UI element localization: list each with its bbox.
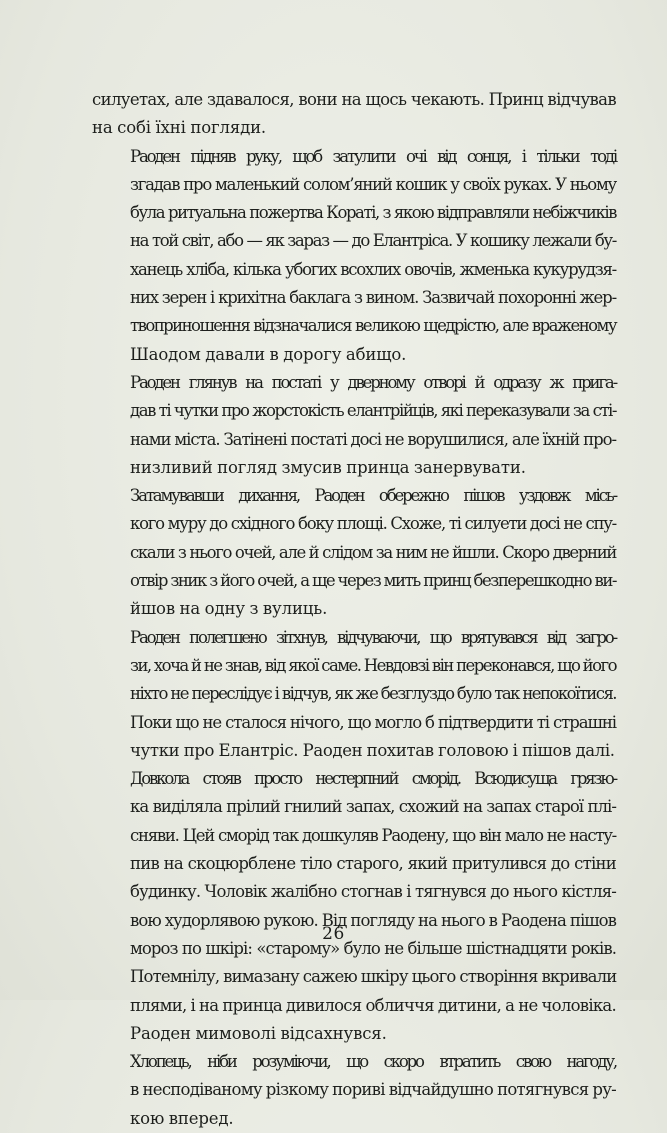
text-line: плями, і на принца дивилося обличчя дитини, а не чоловіка. [130,995,616,1015]
text-line: нами міста. Затінені постаті досі не ворушилися, але їхній про- [130,429,616,449]
text-line: Раоден мимоволі відсахнувся. [130,1023,387,1043]
text-line: ка виділяла прілий гнилий запах, схожий на запах старої плі- [130,797,616,817]
text-line: йшов на одну з вулиць. [130,599,328,619]
text-line: Поки що не сталося нічого, що могло б підтвердити ті страшні [130,712,616,732]
text-line: Раоден полегшено зітхнув, відчуваючи, що врятувався від загро- [130,627,616,647]
text-line: кого муру до східного боку площі. Схоже, ті силуети досі не спу- [130,514,616,534]
text-line: Затамувавши дихання, Раоден обережно пішов уздовж місь- [130,486,616,506]
text-line: будинку. Чоловік жалібно стогнав і тягнувся до нього кістля- [130,882,616,902]
text-line: твоприношення відзначалися великою щедрістю, але враженому [130,316,616,336]
text-line: них зерен і крихітна баклага з вином. Зазвичай похоронні жер- [130,288,616,308]
text-line: низливий погляд змусив принца занервувати. [130,457,526,477]
page-number: 26 [322,924,345,944]
text-line: зи, хоча й не знав, від якої саме. Невдовзі він переконався, що його [130,655,616,675]
paragraph [92,369,616,482]
text-line: на собі їхні погляди. [92,118,267,138]
page-body [92,86,616,1133]
paragraph [92,1048,616,1133]
text-line: була ритуальна пожертва Кораті, з якою відправляли небіжчиків [130,203,616,223]
text-line: вою худорлявою рукою. Від погляду на нього в Раодена пішов [130,910,616,930]
text-line: скали з нього очей, але й слідом за ним не йшли. Скоро дверний [130,542,616,562]
paragraph [92,482,616,623]
text-line: ханець хліба, кілька убогих всохлих овочів, жменька кукурудзя- [130,259,616,279]
paragraph [92,143,616,369]
text-line: чутки про Елантріс. Раоден похитав головою і пішов далі. [130,740,615,760]
text-line: отвір зник з його очей, а ще через мить принц безперешкодно ви- [130,571,616,591]
text-line: мороз по шкірі: «старому» було не більше шістнадцяти років. [130,938,616,958]
text-line: згадав про маленький солом’яний кошик у своїх руках. У ньому [130,174,616,194]
text-line: Шаодом давали в дорогу абищо. [130,344,407,364]
text-line: пив на скоцюрблене тіло старого, який притулився до стіни [130,854,616,874]
text-line: Хлопець, ніби розуміючи, що скоро втратить свою нагоду, [130,1052,616,1072]
text-line: ніхто не переслідує і відчув, як же безглуздо було так непокоїтися. [130,684,616,704]
text-line: сняви. Цей сморід так дошкуляв Раодену, що він мало не насту- [130,825,616,845]
text-line: силуетах, але здавалося, вони на щось чекають. Принц відчував [92,90,616,109]
text-line: Довкола стояв просто нестерпний сморід. Всюдисуща грязю- [130,769,616,789]
text-line: кою вперед. [130,1108,234,1128]
paragraph [92,765,616,1048]
paragraph [92,624,616,765]
paragraph [92,86,616,143]
text-line: Раоден підняв руку, щоб затулити очі від сонця, і тільки тоді [130,146,616,166]
text-line: дав ті чутки про жорстокість елантрійців, які переказували за сті- [130,401,616,421]
text-line: Раоден глянув на постаті у дверному отворі й одразу ж прига- [130,372,616,392]
text-line: в несподіваному різкому пориві відчайдушно потягнувся ру- [130,1080,616,1100]
text-line: на той світ, або — як зараз — до Елантріса. У кошику лежали бу- [130,231,616,251]
text-line: Потемнілу, вимазану сажею шкіру цього створіння вкривали [130,967,617,987]
